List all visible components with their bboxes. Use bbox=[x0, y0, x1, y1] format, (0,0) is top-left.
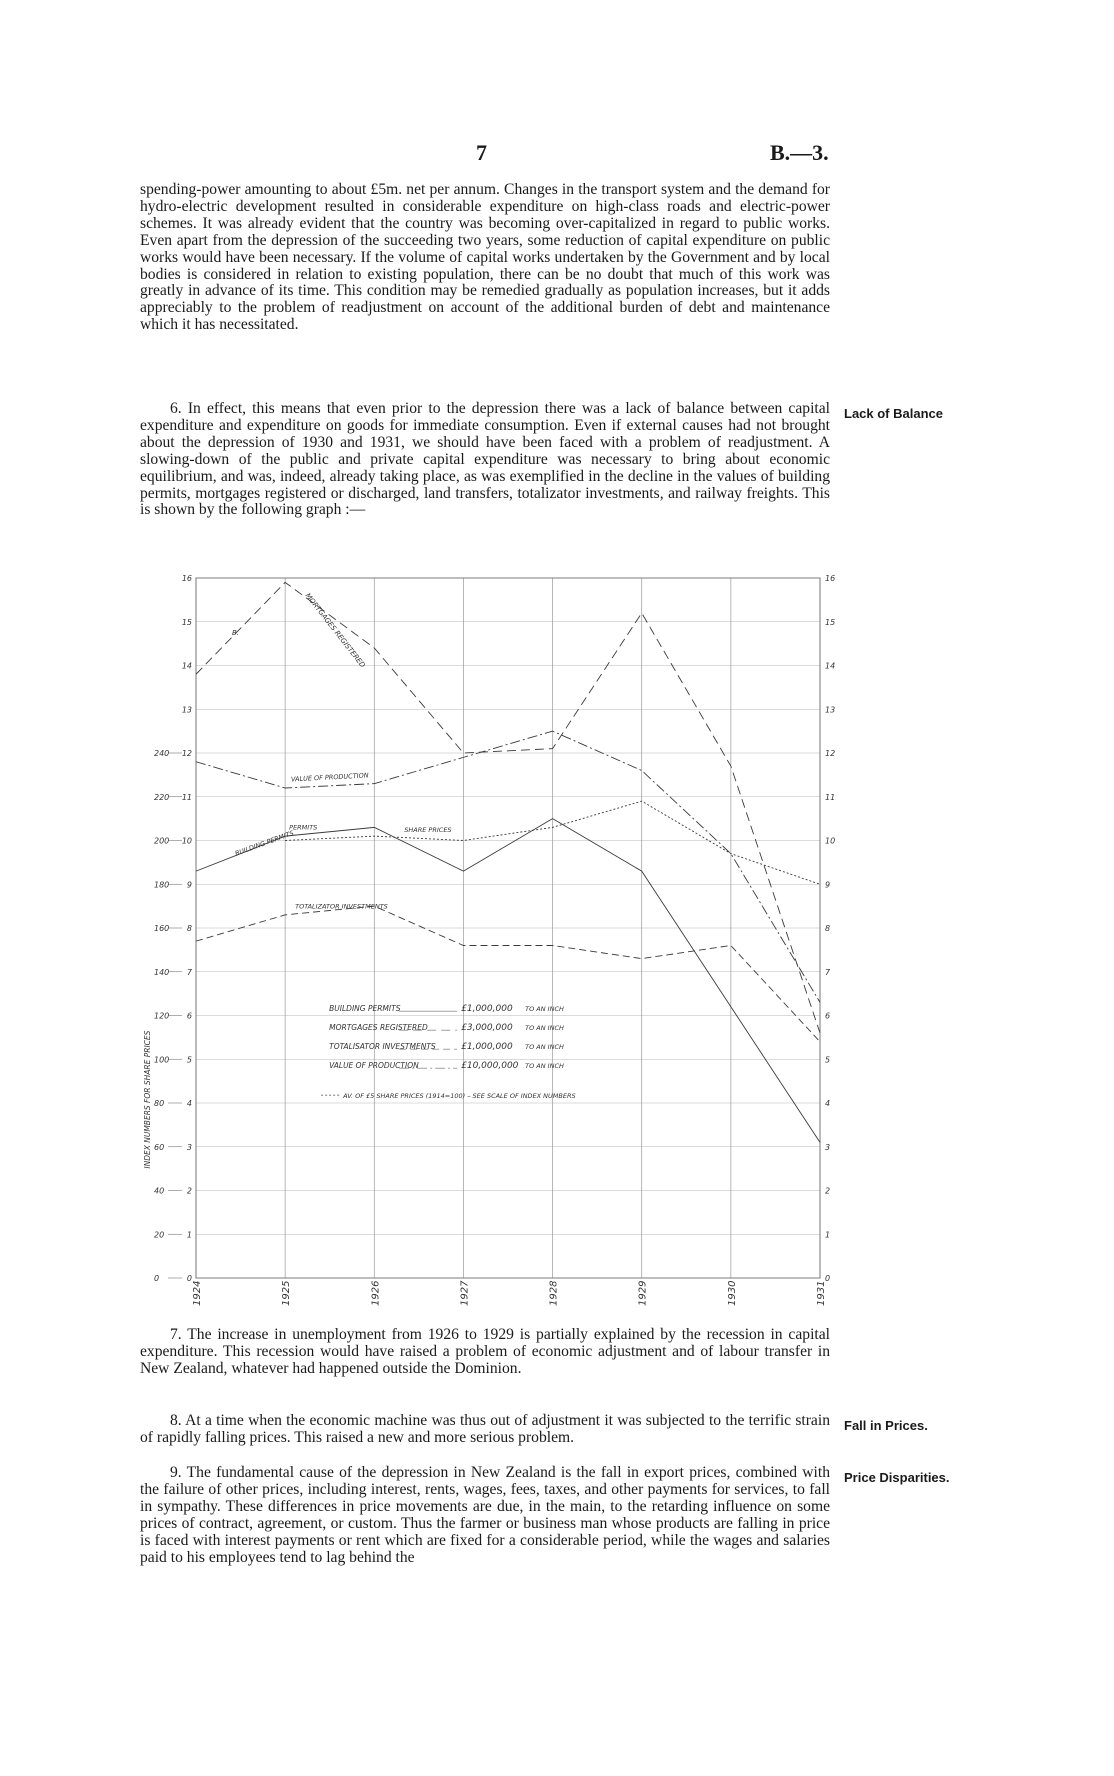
right-tick-label: 9 bbox=[825, 880, 831, 890]
left-tick-label: 4 bbox=[186, 1099, 192, 1108]
right-tick-label: 3 bbox=[825, 1142, 831, 1152]
right-tick-label: 8 bbox=[825, 924, 831, 933]
key-scale: £10,000,000 bbox=[461, 1061, 519, 1072]
graph-grid bbox=[196, 578, 820, 1278]
year-tick-label: 1925 bbox=[281, 1280, 293, 1306]
key-scale: £3,000,000 bbox=[461, 1023, 513, 1034]
key-scale: £1,000,000 bbox=[461, 1004, 513, 1015]
series-label: SHARE PRICES bbox=[404, 825, 452, 834]
paragraph-7 bbox=[140, 1327, 830, 1378]
left-tick-label: 0 bbox=[186, 1274, 192, 1283]
series-label: BUILDING PERMITS bbox=[233, 829, 295, 858]
right-tick-label: 13 bbox=[825, 705, 836, 715]
index-tick-label: 180 bbox=[154, 880, 170, 890]
year-tick-label: 1929 bbox=[637, 1280, 649, 1306]
paragraph-9 bbox=[140, 1465, 830, 1566]
paragraph-6 bbox=[140, 401, 830, 519]
left-tick-label: 10 bbox=[181, 836, 192, 846]
right-tick-label: 16 bbox=[825, 574, 836, 583]
left-tick-label: 1 bbox=[186, 1230, 192, 1240]
series-label: B. bbox=[232, 628, 240, 637]
series-label: PERMITS bbox=[289, 823, 318, 832]
series-line bbox=[196, 906, 820, 1042]
index-tick-label: 60 bbox=[154, 1142, 165, 1152]
index-tick-label: 240 bbox=[154, 749, 170, 758]
left-tick-label: 5 bbox=[186, 1055, 192, 1065]
page-number: 7 bbox=[476, 140, 487, 165]
economic-indicators-graph bbox=[140, 568, 840, 1308]
right-tick-label: 15 bbox=[825, 617, 836, 627]
graph-labels bbox=[143, 574, 835, 1306]
key-unit: TO AN INCH bbox=[525, 1024, 564, 1033]
graph-key bbox=[321, 1004, 575, 1100]
series-label: TOTALIZATOR INVESTMENTS bbox=[295, 902, 388, 911]
sidenote-lack-of-balance: Lack of Balance bbox=[844, 406, 943, 421]
key-series: VALUE OF PRODUCTION bbox=[329, 1061, 419, 1071]
right-tick-label: 14 bbox=[825, 661, 836, 671]
index-tick-label: 160 bbox=[154, 924, 170, 933]
paragraph-text: spending-power amounting to about £5m. net per annum. Changes in the transport system and the demand for hydro-electric development resulted in considerable expenditure on high-class roads and electric-power schemes. It was already evident that the country was becoming over-capitalized in regard to public works. Even apart from the depression of the succeeding two years, some reduction of capital expenditure on public works would have been necessary. If the volume of capital works undertaken by the Government and by local bodies is considered in relation to existing population, there can be no doubt that much of this work was greatly in advance of its time. This condition may be remedied gradually as population increases, but it adds appreciably to the problem of readjustment on account of the additional burden of debt and maintenance which it has necessitated. bbox=[140, 181, 830, 334]
year-tick-label: 1927 bbox=[459, 1280, 471, 1306]
year-tick-label: 1924 bbox=[192, 1280, 203, 1306]
year-tick-label: 1928 bbox=[548, 1280, 560, 1306]
index-axis-title: INDEX NUMBERS FOR SHARE PRICES bbox=[143, 1030, 152, 1169]
key-unit: TO AN INCH bbox=[525, 1062, 564, 1071]
paragraph-text: 6. In effect, this means that even prior to the depression there was a lack of balance between capital expenditure and expenditure on goods for immediate consumption. Even if external causes had not brought about the depression of 1930 and 1931, we should have been faced with a problem of readjustment. A slowing-down of the public and private capital expenditure was necessary to bring about economic equilibrium, and was, indeed, already taking place, as was exemplified in the decline in the values of building permits, mortgages registered or discharged, land transfers, totalizator investments, and railway freights. This is shown by the following graph :— bbox=[140, 400, 830, 519]
key-series: MORTGAGES REGISTERED bbox=[329, 1023, 428, 1033]
paragraph-continued bbox=[140, 182, 830, 334]
index-tick-label: 140 bbox=[154, 967, 170, 977]
left-tick-label: 2 bbox=[186, 1186, 192, 1196]
right-tick-label: 1 bbox=[825, 1230, 831, 1240]
left-tick-label: 7 bbox=[186, 967, 192, 977]
left-tick-label: 14 bbox=[181, 661, 192, 671]
right-tick-label: 7 bbox=[825, 967, 831, 977]
right-tick-label: 12 bbox=[825, 749, 836, 758]
key-scale: £1,000,000 bbox=[461, 1042, 513, 1053]
left-tick-label: 9 bbox=[186, 880, 192, 890]
index-tick-label: 40 bbox=[154, 1186, 165, 1196]
sidenote-fall-in-prices: Fall in Prices. bbox=[844, 1418, 928, 1433]
index-tick-label: 200 bbox=[154, 836, 170, 846]
series-label: VALUE OF PRODUCTION bbox=[290, 771, 369, 784]
key-unit: TO AN INCH bbox=[525, 1043, 564, 1052]
key-share-note: AV. OF £5 SHARE PRICES (1914=100) – SEE SCALE OF INDEX NUMBERS bbox=[343, 1092, 576, 1101]
key-unit: TO AN INCH bbox=[525, 1005, 564, 1014]
year-tick-label: 1926 bbox=[370, 1280, 382, 1306]
left-tick-label: 12 bbox=[181, 749, 192, 758]
series-line bbox=[196, 731, 820, 1002]
index-tick-label: 220 bbox=[154, 792, 170, 802]
index-tick-label: 20 bbox=[154, 1230, 165, 1240]
series-line bbox=[196, 582, 820, 1033]
key-series: TOTALISATOR INVESTMENTS bbox=[329, 1042, 436, 1052]
page-reference: B.—3. bbox=[770, 140, 829, 165]
right-tick-label: 0 bbox=[825, 1274, 831, 1283]
paragraph-text: 7. The increase in unemployment from 1926 to 1929 is partially explained by the recession in capital expenditure. This recession would have raised a problem of economic adjustment and of labour transfer in New Zealand, whatever had happened outside the Dominion. bbox=[140, 1326, 830, 1377]
right-tick-label: 11 bbox=[825, 792, 836, 802]
right-tick-label: 10 bbox=[825, 836, 836, 846]
series-label: MORTGAGES REGISTERED bbox=[303, 591, 367, 670]
sidenote-price-disparities: Price Disparities. bbox=[844, 1470, 950, 1485]
index-tick-label: 80 bbox=[154, 1099, 165, 1108]
left-tick-label: 11 bbox=[181, 792, 192, 802]
graph-series bbox=[196, 582, 820, 1142]
key-series: BUILDING PERMITS bbox=[329, 1004, 401, 1014]
left-tick-label: 3 bbox=[186, 1142, 192, 1152]
paragraph-text: 9. The fundamental cause of the depression in New Zealand is the fall in export prices, combined with the failure of other prices, including interest, rents, wages, fees, taxes, and other payments for services, to fall in sympathy. These differences in price movements are due, in the main, to the retarding influence on some prices of contract, agreement, or custom. Thus the farmer or business man whose products are falling in price is faced with interest payments or rent which are fixed for a considerable period, while the wages and salaries paid to his employees tend to lag behind the bbox=[140, 1464, 830, 1566]
year-tick-label: 1931 bbox=[816, 1280, 827, 1306]
paragraph-8 bbox=[140, 1413, 830, 1447]
right-tick-label: 6 bbox=[825, 1011, 831, 1021]
left-tick-label: 16 bbox=[181, 574, 192, 583]
index-tick-label: 100 bbox=[154, 1055, 170, 1065]
left-tick-label: 13 bbox=[181, 705, 192, 715]
paragraph-text: 8. At a time when the economic machine was thus out of adjustment it was subjected to the terrific strain of rapidly falling prices. This raised a new and more serious problem. bbox=[140, 1412, 830, 1446]
left-tick-label: 8 bbox=[186, 924, 192, 933]
right-tick-label: 5 bbox=[825, 1055, 831, 1065]
index-tick-label: 120 bbox=[154, 1011, 170, 1021]
year-tick-label: 1930 bbox=[726, 1280, 738, 1306]
right-tick-label: 4 bbox=[825, 1099, 831, 1108]
left-tick-label: 15 bbox=[181, 617, 192, 627]
left-tick-label: 6 bbox=[186, 1011, 192, 1021]
index-tick-label: 0 bbox=[154, 1274, 160, 1283]
right-tick-label: 2 bbox=[825, 1186, 831, 1196]
